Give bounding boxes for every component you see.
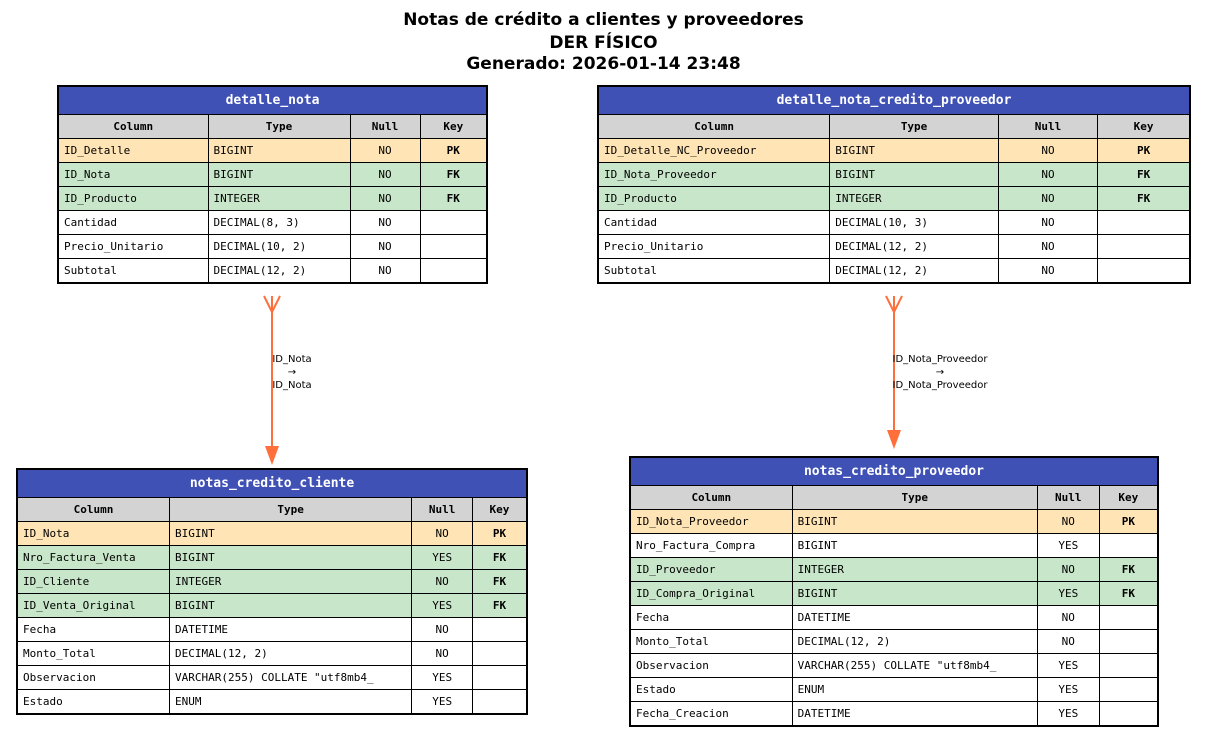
- key-cell: FK: [1099, 558, 1158, 582]
- key-cell: [472, 690, 527, 715]
- null-cell: NO: [412, 570, 473, 594]
- column-name-cell: ID_Venta_Original: [17, 594, 169, 618]
- table-name: notas_credito_cliente: [17, 469, 527, 498]
- table-row: [630, 606, 1158, 630]
- key-cell: [1099, 534, 1158, 558]
- key-cell: [1098, 211, 1190, 235]
- column-type-cell: DATETIME: [792, 702, 1037, 727]
- column-name-cell: ID_Compra_Original: [630, 582, 792, 606]
- key-cell: [1099, 606, 1158, 630]
- edge-label-to: ID_Nota: [272, 380, 312, 391]
- table-row: [58, 187, 487, 211]
- column-header-null: Null: [998, 115, 1097, 139]
- table-row: [598, 187, 1190, 211]
- edge-label-proveedor: [870, 353, 1010, 392]
- null-cell: NO: [998, 235, 1097, 259]
- key-cell: FK: [1098, 187, 1190, 211]
- table-row: [630, 534, 1158, 558]
- column-type-cell: VARCHAR(255) COLLATE "utf8mb4_: [169, 666, 411, 690]
- column-type-cell: DECIMAL(12, 2): [169, 642, 411, 666]
- table-header-row: [598, 86, 1190, 115]
- column-name-cell: Fecha_Creacion: [630, 702, 792, 727]
- table-detalle-nota: [57, 85, 488, 284]
- column-type-cell: BIGINT: [792, 534, 1037, 558]
- column-name-cell: Precio_Unitario: [58, 235, 208, 259]
- table-row: [630, 582, 1158, 606]
- table-row: [630, 678, 1158, 702]
- table-row: [630, 702, 1158, 727]
- column-type-cell: BIGINT: [830, 163, 999, 187]
- null-cell: NO: [350, 211, 420, 235]
- column-type-cell: DECIMAL(10, 3): [830, 211, 999, 235]
- null-cell: NO: [412, 522, 473, 546]
- column-type-cell: DECIMAL(10, 2): [208, 235, 350, 259]
- column-type-cell: INTEGER: [830, 187, 999, 211]
- table-header-row: [630, 457, 1158, 486]
- null-cell: NO: [1037, 510, 1099, 534]
- column-type-cell: INTEGER: [169, 570, 411, 594]
- table-header-row: [58, 86, 487, 115]
- key-cell: FK: [1099, 582, 1158, 606]
- table-row: [630, 510, 1158, 534]
- null-cell: YES: [1037, 702, 1099, 727]
- column-header-null: Null: [1037, 486, 1099, 510]
- table-detalle-nota-credito-proveedor: [597, 85, 1191, 284]
- key-cell: FK: [420, 187, 487, 211]
- column-name-cell: Fecha: [630, 606, 792, 630]
- column-type-cell: BIGINT: [208, 163, 350, 187]
- table-row: [598, 211, 1190, 235]
- key-cell: FK: [472, 546, 527, 570]
- key-cell: [472, 618, 527, 642]
- column-name-cell: Cantidad: [58, 211, 208, 235]
- column-header-key: Key: [472, 498, 527, 522]
- column-type-cell: BIGINT: [208, 139, 350, 163]
- column-name-cell: Subtotal: [598, 259, 830, 284]
- column-name-cell: Precio_Unitario: [598, 235, 830, 259]
- edge-label-from: ID_Nota_Proveedor: [892, 354, 988, 365]
- key-cell: [1099, 702, 1158, 727]
- column-name-cell: Monto_Total: [17, 642, 169, 666]
- table-row: [17, 546, 527, 570]
- key-cell: [420, 211, 487, 235]
- null-cell: YES: [412, 546, 473, 570]
- column-type-cell: DECIMAL(12, 2): [830, 259, 999, 284]
- null-cell: NO: [350, 235, 420, 259]
- column-name-cell: Cantidad: [598, 211, 830, 235]
- key-cell: [472, 642, 527, 666]
- column-header-column: Column: [17, 498, 169, 522]
- column-type-cell: DATETIME: [792, 606, 1037, 630]
- null-cell: NO: [350, 187, 420, 211]
- column-name-cell: ID_Cliente: [17, 570, 169, 594]
- null-cell: NO: [1037, 630, 1099, 654]
- key-cell: [472, 666, 527, 690]
- column-name-cell: ID_Producto: [58, 187, 208, 211]
- table-row: [17, 642, 527, 666]
- key-cell: [1098, 259, 1190, 284]
- key-cell: PK: [472, 522, 527, 546]
- key-cell: FK: [472, 594, 527, 618]
- column-name-cell: Fecha: [17, 618, 169, 642]
- column-type-cell: BIGINT: [169, 522, 411, 546]
- null-cell: NO: [998, 259, 1097, 284]
- null-cell: NO: [350, 139, 420, 163]
- column-type-cell: DATETIME: [169, 618, 411, 642]
- table-row: [17, 690, 527, 715]
- diagram-subtitle: DER FÍSICO: [549, 33, 658, 53]
- column-type-cell: VARCHAR(255) COLLATE "utf8mb4_: [792, 654, 1037, 678]
- null-cell: NO: [1037, 558, 1099, 582]
- table-notas-credito-cliente: [16, 468, 528, 715]
- edge-label-from: ID_Nota: [272, 354, 312, 365]
- column-type-cell: BIGINT: [169, 546, 411, 570]
- key-cell: PK: [1098, 139, 1190, 163]
- table-row: [58, 259, 487, 284]
- key-cell: [1098, 235, 1190, 259]
- table-name: detalle_nota_credito_proveedor: [598, 86, 1190, 115]
- key-cell: FK: [472, 570, 527, 594]
- null-cell: YES: [1037, 678, 1099, 702]
- column-header-row: [630, 486, 1158, 510]
- column-header-column: Column: [630, 486, 792, 510]
- column-header-null: Null: [412, 498, 473, 522]
- null-cell: YES: [1037, 582, 1099, 606]
- null-cell: NO: [1037, 606, 1099, 630]
- key-cell: [1099, 678, 1158, 702]
- table-notas-credito-proveedor: [629, 456, 1159, 727]
- column-type-cell: ENUM: [169, 690, 411, 715]
- table-row: [598, 259, 1190, 284]
- column-type-cell: INTEGER: [792, 558, 1037, 582]
- key-cell: [420, 259, 487, 284]
- column-name-cell: Observacion: [630, 654, 792, 678]
- column-name-cell: Estado: [17, 690, 169, 715]
- table-row: [17, 594, 527, 618]
- column-header-row: [598, 115, 1190, 139]
- table-row: [58, 139, 487, 163]
- edge-label-to: ID_Nota_Proveedor: [892, 380, 988, 391]
- null-cell: NO: [412, 618, 473, 642]
- column-name-cell: ID_Nota: [17, 522, 169, 546]
- column-type-cell: BIGINT: [830, 139, 999, 163]
- key-cell: PK: [1099, 510, 1158, 534]
- column-name-cell: Subtotal: [58, 259, 208, 284]
- key-cell: PK: [420, 139, 487, 163]
- null-cell: NO: [998, 211, 1097, 235]
- column-header-key: Key: [1099, 486, 1158, 510]
- key-cell: FK: [1098, 163, 1190, 187]
- column-type-cell: BIGINT: [792, 510, 1037, 534]
- column-name-cell: ID_Detalle_NC_Proveedor: [598, 139, 830, 163]
- column-name-cell: ID_Proveedor: [630, 558, 792, 582]
- column-type-cell: INTEGER: [208, 187, 350, 211]
- column-type-cell: DECIMAL(12, 2): [208, 259, 350, 284]
- null-cell: NO: [998, 163, 1097, 187]
- null-cell: YES: [1037, 654, 1099, 678]
- column-header-key: Key: [420, 115, 487, 139]
- table-row: [58, 163, 487, 187]
- column-type-cell: BIGINT: [169, 594, 411, 618]
- generated-timestamp: Generado: 2026-01-14 23:48: [466, 54, 741, 74]
- null-cell: NO: [998, 139, 1097, 163]
- key-cell: [420, 235, 487, 259]
- table-row: [17, 570, 527, 594]
- column-header-type: Type: [208, 115, 350, 139]
- column-name-cell: ID_Producto: [598, 187, 830, 211]
- column-name-cell: ID_Nota_Proveedor: [630, 510, 792, 534]
- column-header-row: [17, 498, 527, 522]
- column-header-type: Type: [169, 498, 411, 522]
- column-type-cell: DECIMAL(12, 2): [792, 630, 1037, 654]
- column-type-cell: BIGINT: [792, 582, 1037, 606]
- table-row: [58, 235, 487, 259]
- key-cell: [1099, 654, 1158, 678]
- column-header-type: Type: [792, 486, 1037, 510]
- column-header-column: Column: [598, 115, 830, 139]
- diagram-title: Notas de crédito a clientes y proveedores: [403, 10, 804, 30]
- column-type-cell: DECIMAL(12, 2): [830, 235, 999, 259]
- null-cell: YES: [412, 690, 473, 715]
- table-name: notas_credito_proveedor: [630, 457, 1158, 486]
- column-name-cell: Observacion: [17, 666, 169, 690]
- column-name-cell: Estado: [630, 678, 792, 702]
- table-row: [630, 654, 1158, 678]
- column-type-cell: DECIMAL(8, 3): [208, 211, 350, 235]
- table-header-row: [17, 469, 527, 498]
- null-cell: NO: [350, 163, 420, 187]
- column-header-key: Key: [1098, 115, 1190, 139]
- key-cell: [1099, 630, 1158, 654]
- column-name-cell: ID_Detalle: [58, 139, 208, 163]
- column-name-cell: ID_Nota_Proveedor: [598, 163, 830, 187]
- column-header-column: Column: [58, 115, 208, 139]
- table-row: [630, 558, 1158, 582]
- table-row: [17, 522, 527, 546]
- table-row: [598, 235, 1190, 259]
- table-row: [17, 666, 527, 690]
- null-cell: NO: [412, 642, 473, 666]
- column-header-type: Type: [830, 115, 999, 139]
- column-name-cell: Nro_Factura_Compra: [630, 534, 792, 558]
- column-name-cell: Monto_Total: [630, 630, 792, 654]
- column-header-null: Null: [350, 115, 420, 139]
- null-cell: YES: [412, 666, 473, 690]
- null-cell: NO: [998, 187, 1097, 211]
- column-name-cell: Nro_Factura_Venta: [17, 546, 169, 570]
- table-row: [58, 211, 487, 235]
- table-row: [598, 163, 1190, 187]
- table-row: [630, 630, 1158, 654]
- edge-label-arrow: →: [935, 367, 945, 378]
- null-cell: NO: [350, 259, 420, 284]
- edge-label-cliente: [232, 353, 352, 392]
- table-name: detalle_nota: [58, 86, 487, 115]
- null-cell: YES: [412, 594, 473, 618]
- key-cell: FK: [420, 163, 487, 187]
- column-header-row: [58, 115, 487, 139]
- table-row: [17, 618, 527, 642]
- column-name-cell: ID_Nota: [58, 163, 208, 187]
- table-row: [598, 139, 1190, 163]
- edge-label-arrow: →: [287, 367, 297, 378]
- null-cell: YES: [1037, 534, 1099, 558]
- column-type-cell: ENUM: [792, 678, 1037, 702]
